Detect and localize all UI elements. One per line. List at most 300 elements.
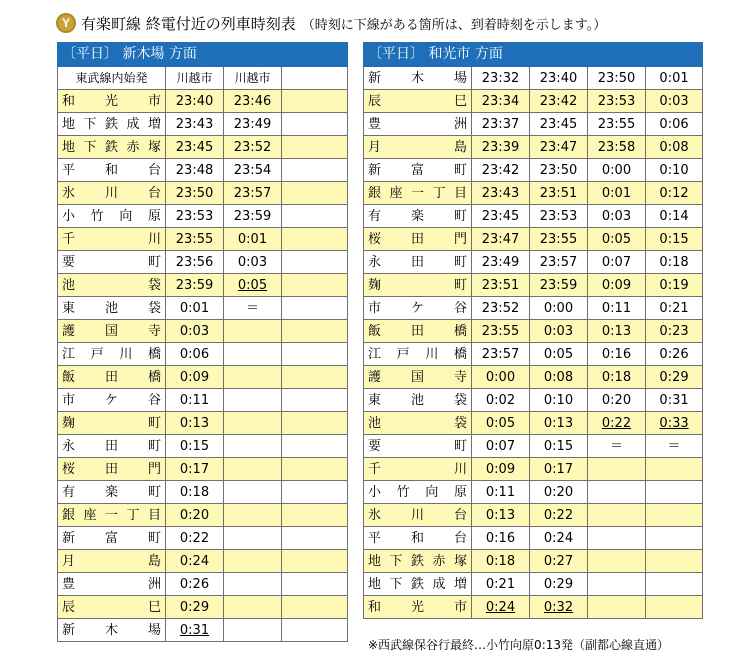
table-row (58, 343, 348, 366)
station-name-text: 地 下 鉄 成 増 (368, 576, 467, 592)
time-value: 0:03 (659, 93, 689, 109)
time-value: 0:09 (601, 277, 632, 293)
time-cell (472, 251, 530, 274)
station-name (364, 412, 472, 435)
table-row (58, 389, 348, 412)
station-name (58, 320, 166, 343)
time-cell (282, 205, 348, 228)
station-name (58, 458, 166, 481)
time-cell (472, 136, 530, 159)
time-value: 23:45 (539, 116, 578, 132)
station-name (364, 228, 472, 251)
time-cell (588, 573, 646, 596)
time-value: 23:57 (233, 185, 272, 201)
time-cell (588, 320, 646, 343)
time-cell (646, 573, 703, 596)
station-name-text: 平 和 台 (62, 162, 161, 178)
column-header (282, 67, 348, 90)
time-value: 0:15 (543, 438, 574, 454)
time-value: 0:16 (601, 346, 632, 362)
time-value: 23:39 (481, 139, 520, 155)
time-cell (224, 435, 282, 458)
time-value: 0:24 (543, 530, 574, 546)
time-cell (646, 113, 703, 136)
time-value: 0:00 (543, 300, 574, 316)
time-value: 23:43 (481, 185, 520, 201)
title-row (56, 8, 606, 38)
station-name-text: 市 ケ 谷 (62, 392, 161, 408)
time-cell (530, 389, 588, 412)
station-name (58, 343, 166, 366)
table-row (58, 573, 348, 596)
time-cell (282, 366, 348, 389)
time-value: 0:20 (179, 507, 210, 523)
time-cell (224, 343, 282, 366)
time-value: 0:11 (179, 392, 210, 408)
time-value: 0:29 (179, 599, 210, 615)
time-value: 0:05 (543, 346, 574, 362)
table-row (364, 412, 703, 435)
time-cell (530, 412, 588, 435)
time-cell (646, 136, 703, 159)
time-value: 23:59 (233, 208, 272, 224)
time-cell (646, 67, 703, 90)
station-name (364, 113, 472, 136)
station-name-text: 地 下 鉄 赤 塚 (368, 553, 467, 569)
time-value: 23:40 (175, 93, 214, 109)
station-name (58, 596, 166, 619)
station-name (58, 251, 166, 274)
table-row (364, 527, 703, 550)
table-header-row (58, 43, 348, 67)
time-cell (530, 435, 588, 458)
time-value: 0:29 (659, 369, 689, 385)
time-cell (166, 550, 224, 573)
table-row (58, 481, 348, 504)
time-cell (588, 159, 646, 182)
time-value: 0:09 (485, 461, 516, 477)
time-value: 23:50 (539, 162, 578, 178)
table-row (364, 320, 703, 343)
time-cell (588, 113, 646, 136)
time-value: 0:13 (485, 507, 516, 523)
time-value: 0:06 (179, 346, 210, 362)
time-cell (646, 458, 703, 481)
time-cell (646, 435, 703, 458)
time-value: 0:16 (485, 530, 516, 546)
time-value: 0:11 (485, 484, 516, 500)
time-cell (588, 136, 646, 159)
table-row (58, 435, 348, 458)
time-value: 0:08 (543, 369, 574, 385)
time-cell (472, 550, 530, 573)
station-name (58, 136, 166, 159)
station-name (364, 596, 472, 619)
time-value: 23:55 (539, 231, 578, 247)
time-cell (472, 412, 530, 435)
table-row (58, 458, 348, 481)
time-value: 23:51 (481, 277, 520, 293)
time-cell (472, 182, 530, 205)
time-cell (646, 297, 703, 320)
time-cell (166, 527, 224, 550)
station-name (364, 435, 472, 458)
table-row (364, 67, 703, 90)
time-cell (530, 136, 588, 159)
title-note: （時刻に下線がある箇所は、到着時刻を示します。） (301, 17, 607, 33)
station-name (364, 343, 472, 366)
station-name (364, 366, 472, 389)
time-cell (588, 389, 646, 412)
time-value: 0:05 (601, 231, 632, 247)
table-row (58, 297, 348, 320)
time-cell (166, 343, 224, 366)
station-name (364, 458, 472, 481)
time-value: 0:07 (485, 438, 516, 454)
time-cell (646, 527, 703, 550)
station-name (58, 435, 166, 458)
time-value: 0:12 (659, 185, 689, 201)
station-name (364, 320, 472, 343)
time-cell (166, 113, 224, 136)
time-value: 23:37 (481, 116, 520, 132)
time-value: 0:08 (659, 139, 689, 155)
time-value: 0:00 (601, 162, 632, 178)
station-name-text: 要 町 (62, 254, 161, 270)
time-value: 0:10 (543, 392, 574, 408)
time-value: 0:11 (601, 300, 632, 316)
table-row (364, 458, 703, 481)
station-name-text: 江 戸 川 橋 (368, 346, 467, 362)
time-cell (282, 228, 348, 251)
time-value: 0:14 (659, 208, 689, 224)
time-cell (472, 573, 530, 596)
time-value: ＝ (667, 438, 681, 454)
time-value: 0:13 (601, 323, 632, 339)
station-name-text: 千 川 (62, 231, 161, 247)
time-value: 23:57 (481, 346, 520, 362)
station-name (58, 182, 166, 205)
time-cell (646, 596, 703, 619)
time-cell (166, 504, 224, 527)
table-row (364, 550, 703, 573)
time-cell (588, 67, 646, 90)
time-cell (530, 274, 588, 297)
station-name-text: 東 池 袋 (368, 392, 467, 408)
station-name-text: 有 楽 町 (62, 484, 161, 500)
time-cell (472, 90, 530, 113)
timetable-wakoshi-bound (363, 42, 703, 619)
time-cell (224, 481, 282, 504)
time-cell (588, 90, 646, 113)
time-value: 0:18 (179, 484, 210, 500)
time-value: 0:09 (179, 369, 210, 385)
time-cell (588, 343, 646, 366)
table-row (58, 619, 348, 642)
station-name (364, 550, 472, 573)
time-cell (530, 596, 588, 619)
station-name-text: 平 和 台 (368, 530, 467, 546)
station-name-text: 永 田 町 (62, 438, 161, 454)
time-cell (224, 527, 282, 550)
station-name (58, 113, 166, 136)
station-name-text: 月 島 (62, 553, 161, 569)
table-row (364, 573, 703, 596)
station-name (364, 504, 472, 527)
time-value: ＝ (245, 300, 259, 316)
table-row (364, 343, 703, 366)
station-name (58, 274, 166, 297)
time-value: 23:52 (481, 300, 520, 316)
station-name (58, 504, 166, 527)
time-cell (530, 527, 588, 550)
time-value: 0:01 (237, 231, 268, 247)
time-cell (588, 412, 646, 435)
station-name (364, 136, 472, 159)
time-value: 0:01 (659, 70, 689, 86)
time-value: 0:07 (601, 254, 632, 270)
station-name-text: 小 竹 向 原 (62, 208, 161, 224)
table-row (58, 113, 348, 136)
time-cell (530, 228, 588, 251)
table-row (58, 205, 348, 228)
time-value: 0:03 (601, 208, 632, 224)
station-name-text: 桜 田 門 (368, 231, 467, 247)
table-row (58, 596, 348, 619)
table-row (364, 274, 703, 297)
time-cell (646, 159, 703, 182)
station-name-text: 新 富 町 (368, 162, 467, 178)
time-cell (224, 320, 282, 343)
table-row (364, 297, 703, 320)
time-cell (282, 481, 348, 504)
time-cell (166, 182, 224, 205)
time-value: 0:03 (237, 254, 268, 270)
time-cell (530, 205, 588, 228)
time-value: 23:50 (597, 70, 636, 86)
time-cell (224, 573, 282, 596)
time-cell (472, 343, 530, 366)
time-cell (588, 596, 646, 619)
direction-header: 〔平日〕 新木場 方面 (58, 43, 348, 67)
time-cell (282, 435, 348, 458)
time-cell (588, 458, 646, 481)
time-cell (646, 205, 703, 228)
time-value: 23:49 (481, 254, 520, 270)
station-name (58, 297, 166, 320)
time-cell (646, 366, 703, 389)
time-cell (588, 366, 646, 389)
time-cell (530, 159, 588, 182)
station-name (364, 67, 472, 90)
station-name-text: 辰 巳 (368, 93, 467, 109)
time-cell (588, 504, 646, 527)
time-cell (588, 481, 646, 504)
table-row (58, 320, 348, 343)
time-value: 0:26 (659, 346, 689, 362)
time-cell (472, 113, 530, 136)
table-row (58, 527, 348, 550)
time-cell (472, 159, 530, 182)
station-name-text: 地 下 鉄 赤 塚 (62, 139, 161, 155)
time-cell (646, 389, 703, 412)
time-cell (472, 389, 530, 412)
station-name-text: 和 光 市 (368, 599, 467, 615)
station-name-text: 江 戸 川 橋 (62, 346, 161, 362)
table-row (58, 366, 348, 389)
time-cell (646, 274, 703, 297)
time-cell (530, 458, 588, 481)
time-value: 0:06 (659, 116, 689, 132)
table-row (58, 90, 348, 113)
time-value: 23:53 (539, 208, 578, 224)
time-cell (166, 159, 224, 182)
station-name-text: 飯 田 橋 (368, 323, 467, 339)
time-value: 23:45 (481, 208, 520, 224)
time-cell (588, 527, 646, 550)
time-cell (224, 504, 282, 527)
station-name-text: 銀 座 一 丁 目 (62, 507, 161, 523)
time-value: 23:45 (175, 139, 214, 155)
station-name-text: 護 国 寺 (62, 323, 161, 339)
time-cell (530, 90, 588, 113)
time-cell (282, 90, 348, 113)
time-cell (472, 205, 530, 228)
table-row (58, 504, 348, 527)
time-cell (588, 228, 646, 251)
time-cell (224, 182, 282, 205)
time-cell (646, 550, 703, 573)
time-cell (472, 435, 530, 458)
time-cell (472, 504, 530, 527)
time-cell (472, 320, 530, 343)
station-name-text: 飯 田 橋 (62, 369, 161, 385)
yurakucho-line-icon: Y (56, 13, 76, 33)
time-cell (646, 251, 703, 274)
time-cell (224, 228, 282, 251)
time-value: 23:42 (539, 93, 578, 109)
table-row (364, 182, 703, 205)
time-cell (530, 550, 588, 573)
time-value: 0:18 (485, 553, 516, 569)
time-cell (224, 113, 282, 136)
time-cell (224, 297, 282, 320)
station-name-text: 東 池 袋 (62, 300, 161, 316)
time-cell (530, 504, 588, 527)
time-cell (166, 228, 224, 251)
time-cell (224, 458, 282, 481)
time-cell (588, 182, 646, 205)
time-value: 0:20 (543, 484, 574, 500)
time-cell (224, 251, 282, 274)
station-name-text: 小 竹 向 原 (368, 484, 467, 500)
time-cell (530, 343, 588, 366)
station-name-text: 千 川 (368, 461, 467, 477)
station-name (364, 297, 472, 320)
time-value: 0:27 (543, 553, 574, 569)
time-value: 0:31 (659, 392, 689, 408)
time-value: 23:54 (233, 162, 272, 178)
time-value: 0:13 (179, 415, 210, 431)
time-value: 0:17 (543, 461, 574, 477)
station-name-text: 麹 町 (368, 277, 467, 293)
table-row (364, 90, 703, 113)
table-row (58, 228, 348, 251)
time-cell (472, 458, 530, 481)
table-header-row (364, 43, 703, 67)
time-cell (224, 366, 282, 389)
time-cell (530, 366, 588, 389)
time-cell (530, 182, 588, 205)
table-row (58, 412, 348, 435)
table-row (364, 205, 703, 228)
time-value: 0:33 (659, 415, 689, 431)
table-row (58, 251, 348, 274)
time-cell (282, 458, 348, 481)
time-cell (282, 182, 348, 205)
station-name (58, 90, 166, 113)
time-value: 0:23 (659, 323, 689, 339)
time-value: 0:22 (179, 530, 210, 546)
time-value: 23:48 (175, 162, 214, 178)
station-name-text: 新 木 場 (368, 70, 467, 86)
time-cell (166, 366, 224, 389)
table-row (364, 504, 703, 527)
time-cell (282, 596, 348, 619)
time-cell (530, 67, 588, 90)
time-cell (166, 596, 224, 619)
station-name-text: 池 袋 (62, 277, 161, 293)
time-cell (530, 297, 588, 320)
time-cell (472, 228, 530, 251)
time-cell (166, 458, 224, 481)
time-cell (224, 619, 282, 642)
time-cell (588, 435, 646, 458)
time-value: 0:00 (485, 369, 516, 385)
station-name-text: 氷 川 台 (62, 185, 161, 201)
table-row (364, 596, 703, 619)
column-header-row (58, 67, 348, 90)
station-name (58, 389, 166, 412)
time-cell (282, 320, 348, 343)
time-cell (588, 297, 646, 320)
time-cell (282, 412, 348, 435)
time-value: 0:15 (179, 438, 210, 454)
station-name-text: 銀 座 一 丁 目 (368, 185, 467, 201)
time-cell (166, 320, 224, 343)
time-value: 0:20 (601, 392, 632, 408)
time-cell (282, 274, 348, 297)
station-name (364, 251, 472, 274)
time-cell (646, 320, 703, 343)
table-row (364, 481, 703, 504)
time-cell (166, 435, 224, 458)
table-row (364, 136, 703, 159)
time-value: 0:18 (601, 369, 632, 385)
time-cell (224, 159, 282, 182)
time-value: 23:46 (233, 93, 272, 109)
time-cell (472, 297, 530, 320)
table-row (58, 159, 348, 182)
station-name (58, 412, 166, 435)
station-name (364, 182, 472, 205)
time-cell (646, 182, 703, 205)
page-title: 有楽町線 終電付近の列車時刻表 (81, 14, 296, 33)
time-value: 23:49 (233, 116, 272, 132)
time-cell (166, 274, 224, 297)
time-cell (166, 90, 224, 113)
time-cell (282, 113, 348, 136)
